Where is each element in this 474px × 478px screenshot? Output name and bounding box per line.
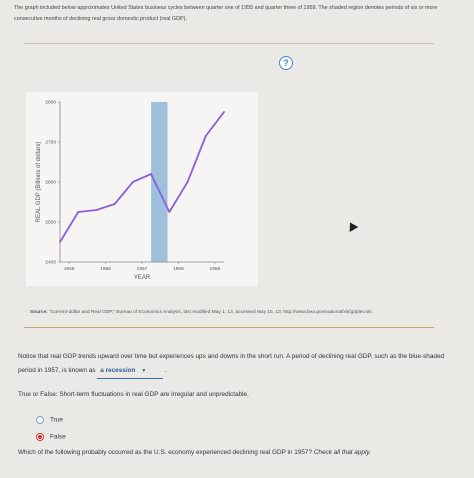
x-tick-label: 1959	[209, 267, 221, 272]
question-2-text: True or False: Short-term fluctuations in real GDP are irregular and unpredictable.	[18, 391, 249, 398]
gdp-data-point	[96, 209, 98, 211]
option-true[interactable]	[36, 416, 63, 424]
question-3	[18, 449, 371, 456]
y-axis-label: REAL GDP (Billions of dollars)	[36, 141, 42, 223]
question-3-text: Which of the following probably occurred as the U.S. economy experienced declining real GDP in 1957?	[18, 449, 313, 456]
gdp-data-point	[150, 173, 152, 175]
option-false[interactable]	[36, 433, 66, 441]
recession-band	[151, 102, 167, 262]
y-tick-label: 2800	[45, 100, 56, 106]
intro-text: The graph included below approximates United States business cycles between quarter one of 1955 and quarter three of 1959. The shaded region denotes periods of six or more consecutive months of declining real gross domestic product (real GDP).	[14, 5, 438, 22]
gdp-chart	[26, 92, 258, 286]
y-tick-label: 2500	[45, 220, 56, 226]
radio-false-selected[interactable]	[36, 433, 44, 441]
x-tick-label: 1955	[63, 267, 75, 272]
gdp-data-point	[223, 111, 225, 113]
question-1-text: Notice that real GDP trends upward over time but experiences ups and downs in the short run. A period of declining real GDP, such as the blue-shaded period in 1957, is known as	[18, 353, 445, 374]
divider-top	[24, 43, 434, 44]
source-text: "Current-dollar and Real GDP," Bureau of Economics Analysis, last modified May 1, 13, accessed May 15, 13, http://www.bea.gov/national/xls/gdplev.xls.	[49, 310, 373, 315]
source-label: Source:	[30, 310, 48, 315]
option-false-label: False	[50, 433, 66, 441]
option-true-label: True	[50, 416, 63, 424]
gdp-data-point	[168, 211, 170, 213]
gdp-data-point	[114, 203, 116, 205]
gdp-data-point	[205, 135, 207, 137]
x-tick-label: 1957	[136, 267, 148, 272]
x-tick-label: 1956	[100, 267, 111, 272]
x-axis-label: YEAR	[133, 275, 151, 281]
divider-bottom	[24, 327, 434, 328]
gdp-data-point	[187, 181, 189, 183]
source-note	[30, 310, 450, 315]
x-tick-label: 1958	[173, 267, 184, 272]
y-tick-label: 2400	[45, 260, 56, 266]
gdp-data-point	[132, 181, 134, 183]
question-1	[18, 350, 458, 379]
question-3-hint: Check all that apply.	[313, 449, 371, 456]
gdp-data-point	[59, 241, 61, 243]
y-tick-label: 2600	[45, 180, 56, 186]
dropdown-value: a recession	[100, 367, 136, 374]
plot-area	[60, 102, 224, 262]
chevron-down-icon: ▼	[141, 368, 147, 374]
gdp-data-point	[77, 211, 79, 213]
help-icon[interactable]: ?	[279, 56, 293, 70]
mouse-cursor-icon	[346, 220, 359, 232]
y-tick-label: 2700	[45, 140, 56, 146]
question-1-after: .	[165, 367, 167, 374]
chart-svg	[26, 92, 258, 286]
recession-dropdown[interactable]	[97, 364, 163, 379]
radio-true[interactable]	[36, 416, 44, 424]
